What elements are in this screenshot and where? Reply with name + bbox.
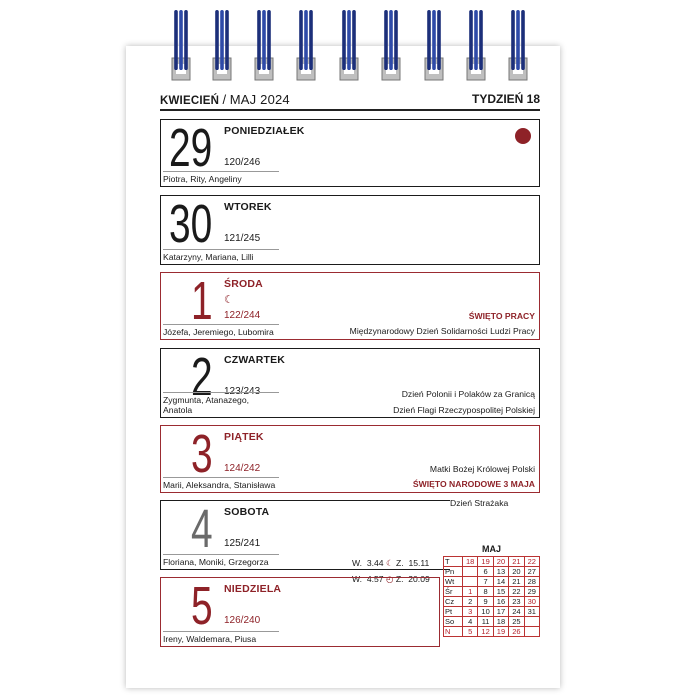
mini-calendar-cell: 18: [463, 557, 478, 567]
day-block: [160, 119, 540, 187]
mini-calendar-row: [444, 557, 540, 567]
spiral-ring: [467, 10, 485, 80]
spiral-binding: [0, 8, 700, 92]
mini-calendar-weekday: Wt: [444, 577, 463, 587]
holiday-note: Matki Bożej Królowej Polski: [429, 464, 535, 474]
day-of-year: 122/244: [224, 310, 261, 321]
spiral-ring: [340, 10, 358, 80]
day-name: PIĄTEK: [224, 431, 264, 443]
day-of-year: 120/246: [224, 157, 261, 168]
day-block: [160, 577, 440, 647]
current-month: MAJ 2024: [229, 92, 290, 107]
name-days: Marii, Aleksandra, Stanisława: [163, 477, 279, 490]
mini-calendar-cell: 22: [524, 557, 539, 567]
moon-phase-icon: ☾: [224, 294, 234, 306]
mini-calendar-cell: 24: [509, 607, 524, 617]
holiday-note: Dzień Polonii i Polaków za Granicą: [401, 389, 535, 399]
sun-times-row: W. 4.57 ◴ Z. 20.09: [352, 574, 430, 584]
spiral-ring: [255, 10, 273, 80]
holiday-note: ŚWIĘTO NARODOWE 3 MAJA: [412, 479, 535, 489]
day-block: [160, 195, 540, 265]
spiral-ring: [297, 10, 315, 80]
mini-calendar-cell: 14: [493, 577, 508, 587]
mini-calendar-cell: 25: [509, 617, 524, 627]
day-of-year: 124/242: [224, 463, 261, 474]
day-number: 4: [191, 499, 213, 559]
mini-calendar-cell: 28: [524, 577, 539, 587]
name-days: Piotra, Rity, Angeliny: [163, 171, 279, 184]
animal-icon: [515, 128, 531, 144]
mini-calendar-cell: 9: [478, 597, 493, 607]
day-of-year: 121/245: [224, 233, 261, 244]
mini-calendar-cell: 1: [463, 587, 478, 597]
mini-calendar-row: [444, 597, 540, 607]
mini-calendar-cell: 6: [478, 567, 493, 577]
mini-calendar-cell: 12: [478, 627, 493, 637]
spiral-ring: [213, 10, 231, 80]
day-name: ŚRODA: [224, 278, 263, 290]
spiral-ring: [382, 10, 400, 80]
day-number: 5: [191, 576, 213, 636]
spiral-ring: [509, 10, 527, 80]
prev-month: KWIECIEŃ: [160, 95, 220, 107]
sun-icon: ◴: [385, 574, 394, 584]
name-days: Floriana, Moniki, Grzegorza: [163, 554, 279, 567]
day-number: 30: [169, 194, 213, 254]
mini-calendar-cell: 13: [493, 567, 508, 577]
name-days: Ireny, Waldemara, Piusa: [163, 631, 279, 644]
mini-calendar-row: [444, 607, 540, 617]
mini-calendar-cell: 20: [493, 557, 508, 567]
day-of-year: 123/243: [224, 386, 261, 397]
header-divider: [160, 109, 540, 111]
mini-calendar-cell: 19: [478, 557, 493, 567]
mini-calendar-title: MAJ: [481, 544, 501, 554]
week-number: TYDZIEŃ 18: [471, 92, 540, 106]
mini-calendar-cell: 22: [509, 587, 524, 597]
day-name: WTOREK: [224, 201, 272, 213]
day-of-year: 125/241: [224, 538, 261, 549]
day-block: [160, 272, 540, 340]
holiday-note: Międzynarodowy Dzień Solidarności Ludzi Pracy: [349, 326, 535, 336]
mini-calendar-cell: 31: [524, 607, 539, 617]
mini-calendar-row: [444, 567, 540, 577]
mini-calendar-cell: 2: [463, 597, 478, 607]
month-header: KWIECIEŃ / MAJ 2024: [160, 92, 290, 107]
mini-calendar-weekday: N: [444, 627, 463, 637]
mini-calendar-cell: 21: [509, 577, 524, 587]
name-days: Józefa, Jeremiego, Lubomira: [163, 324, 279, 337]
day-name: NIEDZIELA: [224, 583, 282, 595]
mini-calendar-grid: [443, 556, 540, 637]
mini-calendar-cell: 7: [478, 577, 493, 587]
day-number: 29: [169, 118, 213, 178]
day-block: [160, 425, 540, 493]
holiday-note: ŚWIĘTO PRACY: [468, 311, 535, 321]
mini-calendar: [443, 544, 540, 647]
day-name: SOBOTA: [224, 506, 270, 518]
mini-calendar-row: [444, 587, 540, 597]
mini-calendar-cell: 29: [524, 587, 539, 597]
mini-calendar-cell: 15: [493, 587, 508, 597]
mini-calendar-cell: 21: [509, 557, 524, 567]
mini-calendar-weekday: Cz: [444, 597, 463, 607]
mini-calendar-cell: 19: [493, 627, 508, 637]
moon-phase-icon: ☾: [385, 558, 394, 568]
mini-calendar-weekday: Pn: [444, 567, 463, 577]
mini-calendar-weekday: T: [444, 557, 463, 567]
day-of-year: 126/240: [224, 615, 261, 626]
mini-calendar-row: [444, 627, 540, 637]
spiral-ring: [425, 10, 443, 80]
name-days: Zygmunta, Atanazego, Anatola: [163, 392, 279, 415]
mini-calendar-cell: 5: [463, 627, 478, 637]
mini-calendar-cell: 8: [478, 587, 493, 597]
sun-times-row: W. 3.44 ☾ Z. 15.11: [352, 558, 430, 568]
mini-calendar-row: [444, 577, 540, 587]
mini-calendar-weekday: So: [444, 617, 463, 627]
mini-calendar-row: [444, 617, 540, 627]
mini-calendar-cell: 3: [463, 607, 478, 617]
mini-calendar-cell: [463, 567, 478, 577]
mini-calendar-cell: 26: [509, 627, 524, 637]
mini-calendar-cell: 10: [478, 607, 493, 617]
mini-calendar-cell: 16: [493, 597, 508, 607]
mini-calendar-cell: 18: [493, 617, 508, 627]
mini-calendar-cell: 30: [524, 597, 539, 607]
day-number: 2: [191, 347, 213, 407]
mini-calendar-cell: 23: [509, 597, 524, 607]
mini-calendar-cell: [463, 577, 478, 587]
day-name: PONIEDZIAŁEK: [224, 125, 305, 137]
mini-calendar-cell: 11: [478, 617, 493, 627]
mini-calendar-cell: [524, 627, 539, 637]
holiday-note: Dzień Flagi Rzeczypospolitej Polskiej: [393, 405, 535, 415]
name-days: Katarzyny, Mariana, Lilli: [163, 249, 279, 262]
mini-calendar-cell: 27: [524, 567, 539, 577]
holiday-note: Dzień Strażaka: [450, 498, 509, 508]
mini-calendar-cell: 20: [509, 567, 524, 577]
day-name: CZWARTEK: [224, 354, 286, 366]
mini-calendar-weekday: Pt: [444, 607, 463, 617]
mini-calendar-weekday: Śr: [444, 587, 463, 597]
day-number: 1: [191, 271, 213, 331]
day-block: [160, 348, 540, 418]
mini-calendar-cell: [524, 617, 539, 627]
day-number: 3: [191, 424, 213, 484]
spiral-ring: [172, 10, 190, 80]
mini-calendar-cell: 4: [463, 617, 478, 627]
mini-calendar-cell: 17: [493, 607, 508, 617]
